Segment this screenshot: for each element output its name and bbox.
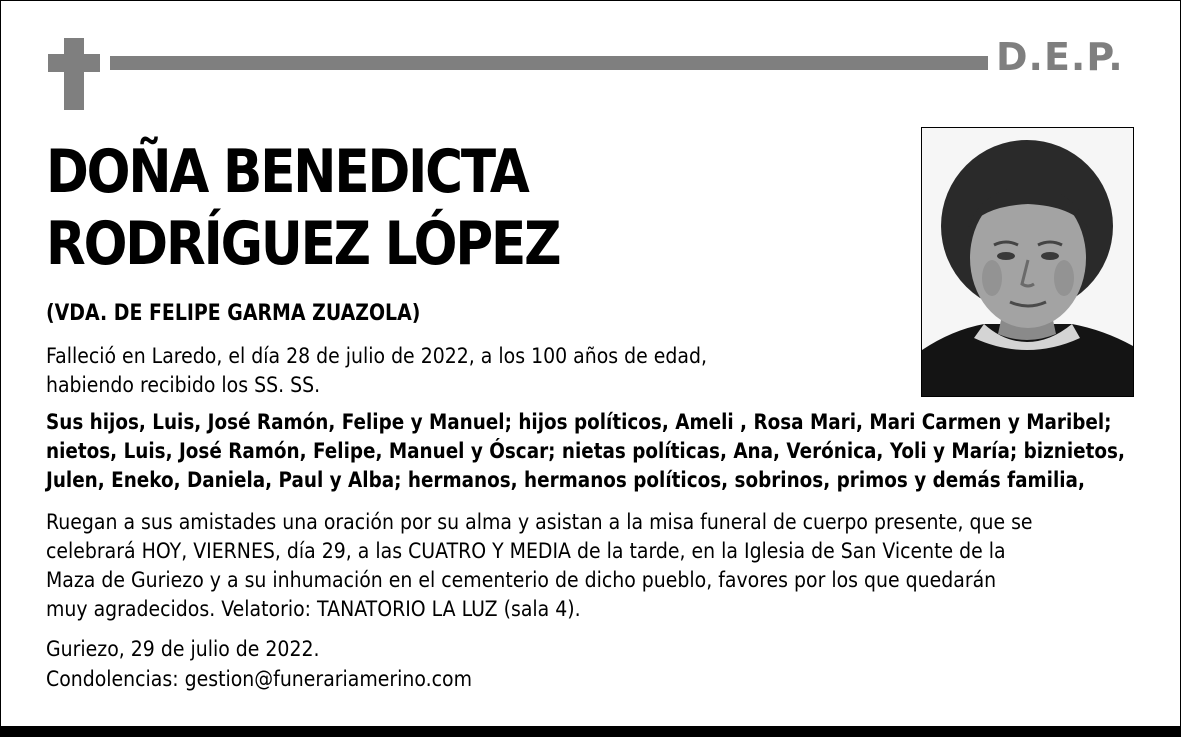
header-rule — [110, 56, 988, 70]
cross-icon — [48, 38, 100, 110]
family-line: Julen, Eneko, Daniela, Paul y Alba; hermanos, hermanos políticos, sobrinos, primos y demás familia, — [46, 468, 1085, 492]
request-line: muy agradecidos. Velatorio: TANATORIO LA LUZ (sala 4). — [46, 597, 581, 621]
portrait-image — [922, 128, 1133, 396]
funeral-request — [46, 508, 1033, 624]
family-line: nietos, Luis, José Ramón, Felipe, Manuel y Óscar; nietas políticas, Ana, Verónica, Yoli y María; biznietos, — [46, 439, 1125, 463]
death-notice-line: Falleció en Laredo, el día 28 de julio de 2022, a los 100 años de edad, — [46, 344, 707, 368]
family-line: Sus hijos, Luis, José Ramón, Felipe y Manuel; hijos políticos, Ameli , Rosa Mari, Mari Carmen y Maribel; — [46, 410, 1112, 434]
deceased-name-line: RODRÍGUEZ LÓPEZ — [46, 209, 560, 279]
widow-of: (VDA. DE FELIPE GARMA ZUAZOLA) — [46, 301, 421, 326]
dep-label: D.E.P. — [996, 35, 1124, 79]
deceased-photo — [921, 127, 1134, 397]
bottom-rule — [0, 726, 1181, 737]
request-line: celebrará HOY, VIERNES, día 29, a las CUATRO Y MEDIA de la tarde, en la Iglesia de San Vicente de la — [46, 539, 1006, 563]
death-notice-line: habiendo recibido los SS. SS. — [46, 373, 321, 397]
condolences-contact: Condolencias: gestion@funerariamerino.com — [46, 667, 473, 691]
request-line: Ruegan a sus amistades una oración por su alma y asistan a la misa funeral de cuerpo presente, que se — [46, 510, 1033, 534]
death-notice — [46, 342, 707, 400]
request-line: Maza de Guriezo y a su inhumación en el cementerio de dicho pueblo, favores por los que quedarán — [46, 568, 997, 592]
deceased-name — [46, 136, 559, 280]
deceased-name-line: DOÑA BENEDICTA — [46, 137, 528, 207]
closing-block — [46, 634, 472, 694]
place-date: Guriezo, 29 de julio de 2022. — [46, 637, 320, 661]
family-list — [46, 408, 1125, 495]
